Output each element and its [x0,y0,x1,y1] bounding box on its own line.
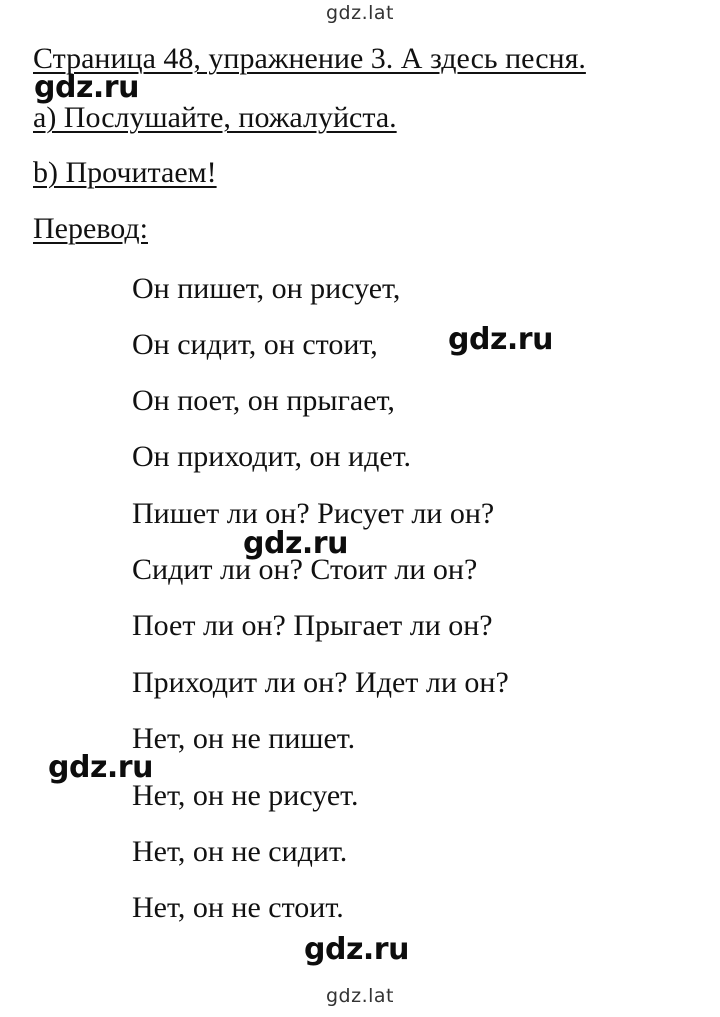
poem-line: Пишет ли он? Рисует ли он? [132,497,495,530]
task-b: b) Прочитаем! [33,156,217,189]
poem-line: Нет, он не стоит. [132,891,344,924]
watermark-logo: gdz.ru [304,932,409,967]
site-label-bottom: gdz.lat [325,985,394,1007]
poem-line: Он поет, он прыгает, [132,384,395,417]
poem-line: Он сидит, он стоит, [132,328,378,361]
poem-line: Нет, он не пишет. [132,722,356,755]
watermark-logo: gdz.ru [34,70,139,105]
watermark-logo: gdz.ru [243,526,348,561]
poem-line: Он пишет, он рисует, [132,272,401,305]
poem-line: Сидит ли он? Стоит ли он? [132,553,478,586]
poem-line: Нет, он не сидит. [132,835,348,868]
poem-line: Приходит ли он? Идет ли он? [132,666,509,699]
watermark-logo: gdz.ru [448,322,553,357]
poem-line: Нет, он не рисует. [132,779,359,812]
task-a: a) Послушайте, пожалуйста. [33,101,397,134]
site-label-top: gdz.lat [325,2,394,24]
watermark-logo: gdz.ru [48,750,153,785]
exercise-title: Страница 48, упражнение 3. А здесь песня. [33,42,586,75]
poem-line: Он приходит, он идет. [132,440,412,473]
translation-label: Перевод: [33,212,148,245]
poem-line: Поет ли он? Прыгает ли он? [132,609,493,642]
